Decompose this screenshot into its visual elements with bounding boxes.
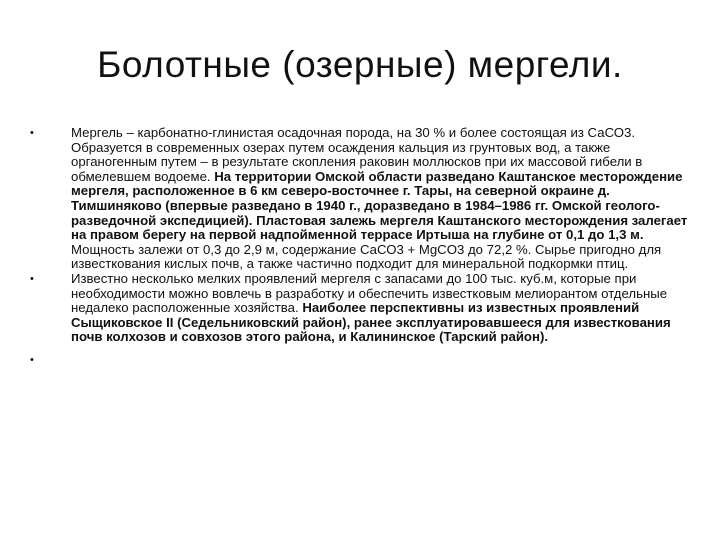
bullet-marker: • xyxy=(30,272,34,285)
bullet-marker: • xyxy=(30,127,34,139)
bullet-2-text-small-deposits: Известно несколько мелких проявлений мергеля с запасами до 100 тыс. куб.м, которые при необходимости можно вовлечь в разработку и обеспечить известковым мелиорантом отдельные недалеко расположенные хозяйства. xyxy=(71,270,668,316)
slide-title: Болотные (озерные) мергели. xyxy=(97,44,623,85)
bullet-item-1 xyxy=(30,126,690,272)
bullet-1-text-deposit: На территории Омской области разведано Каштанское месторождение мергеля, расположенное в 6 км северо-восточнее г. Тары, на северной окраине д. Тимшиняково (впервые разведано в 1940 г., доразведано в 1984–1986 гг. Омской геолого-разведочной экспедицией). Пластовая залежь мергеля Каштанского месторождения залегает на правом берегу на первой надпойменной террасе Иртыша на глубине от 0,1 до 1,3 м. xyxy=(71,168,688,243)
bullet-2-text-prospects: Наиболее перспективны из известных проявлений Сыщиковское II (Седельниковский район), ранее эксплуатировавшееся для известкования почв колхозов и совхозов этого района, и Калининское (Тарский район). xyxy=(71,300,671,345)
bullet-marker: • xyxy=(30,353,34,366)
bullet-item-3 xyxy=(30,349,690,365)
bullet-1-text-intro: Мергель – карбонатно-глинистая осадочная порода, на 30 % и более состоящая из СаСО3. Образуется в современных озерах путем осаждения кальция из грунтовых вод, а также органогенным путем – в результате скопления раковин моллюсков при их массовой гибели в обмелевшем водоеме. xyxy=(71,125,643,184)
bullet-list xyxy=(30,126,690,365)
bullet-item-2 xyxy=(30,272,690,345)
bullet-1-text-properties: Мощность залежи от 0,3 до 2,9 м, содержание СаСО3 + MgCO3 до 72,2 %. Сырье пригодно для известкования кислых почв, а также частично подходит для минеральной подкормки птиц. xyxy=(71,241,662,272)
